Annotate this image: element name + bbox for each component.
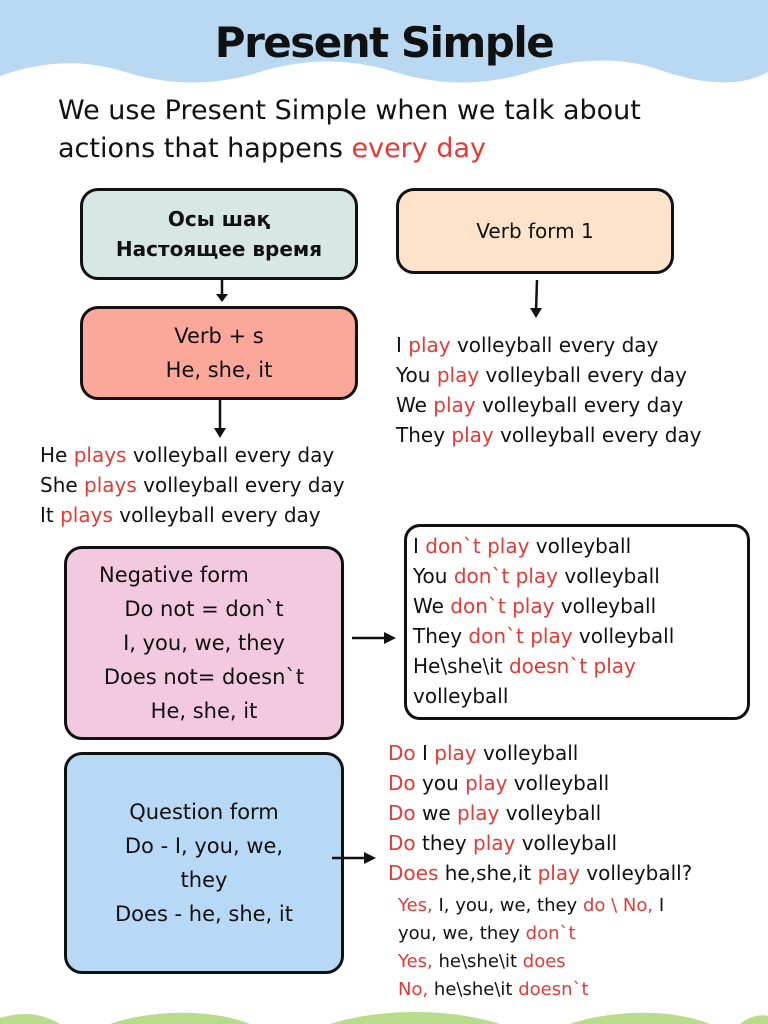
list-item: volleyball [413, 684, 509, 708]
subject: I [415, 741, 435, 765]
list-item [396, 330, 702, 360]
rest: volleyball every day [475, 393, 684, 417]
list-item [388, 768, 692, 798]
subject: You [413, 564, 454, 588]
page-title: Present Simple [214, 18, 554, 67]
box-kazakh-line1: Осы шақ [167, 207, 271, 231]
list-item [413, 651, 674, 681]
verb: play [457, 801, 500, 825]
box-verb-form [396, 188, 674, 274]
question-line3: Does - he, she, it [115, 902, 293, 926]
subject: He\she\it [413, 654, 509, 678]
rest: volleyball [507, 771, 610, 795]
down-arrow-icon [208, 400, 232, 440]
list-item [413, 531, 674, 561]
subject: They [396, 423, 452, 447]
negative-examples [413, 531, 674, 711]
verb: doesn`t play [508, 654, 636, 678]
rest: volleyball [554, 594, 657, 618]
negative-examples-box [404, 524, 750, 720]
subject: I [413, 534, 426, 558]
answer-subject: he\she\it [428, 979, 519, 1000]
answer-line [398, 920, 664, 948]
answer-line [398, 976, 664, 1004]
list-item [388, 858, 692, 888]
question-examples [388, 738, 692, 888]
subject: we [415, 801, 458, 825]
list-item [413, 621, 674, 651]
rest: volleyball every day [479, 363, 687, 387]
answer-line [398, 892, 664, 920]
answer-no: No, [398, 979, 429, 1000]
verb: don`t play [453, 564, 558, 588]
rest: volleyball [499, 801, 602, 825]
answer-aux: don`t [525, 923, 576, 944]
down-arrow-icon [524, 280, 548, 320]
negative-line2: I, you, we, they [123, 631, 285, 655]
list-item [40, 500, 345, 530]
intro-highlight: every day [351, 133, 487, 164]
list-item [388, 738, 692, 768]
footer-wave [0, 1004, 768, 1024]
answer-subject: I, you, we, they [432, 895, 583, 916]
question-line1: Do - I, you, we, [124, 834, 284, 858]
verb: don`t play [450, 594, 555, 618]
negative-line1: Do not = don`t [124, 597, 284, 621]
box-verb-form-label: Verb form 1 [476, 219, 594, 243]
subject: He [40, 443, 74, 467]
list-item [388, 798, 692, 828]
box-kazakh-russian [80, 188, 358, 280]
aux: Do [388, 801, 416, 825]
right-arrow-icon [352, 628, 398, 648]
subject: they [415, 831, 474, 855]
short-answers [398, 892, 664, 1004]
rest: volleyball every day [136, 473, 345, 497]
intro-main: We use Present Simple when we talk about actions that happens [58, 95, 641, 164]
verb: play [433, 393, 476, 417]
aux: Does [388, 861, 439, 885]
box-question-form [64, 752, 344, 974]
verb: play [436, 363, 480, 387]
verb: play [537, 861, 580, 885]
answer-aux: does [522, 951, 566, 972]
rest: volleyball every day [126, 443, 335, 467]
right-arrow-icon [332, 848, 378, 868]
subject: They [413, 624, 469, 648]
rest: volleyball? [579, 861, 693, 885]
question-line2: they [180, 868, 228, 892]
intro-text [58, 92, 738, 168]
rest: volleyball [558, 564, 660, 588]
verb: don`t play [425, 534, 530, 558]
subject: It [40, 503, 61, 527]
answer-yes: Yes, [398, 895, 433, 916]
negative-title: Negative form [99, 563, 249, 587]
verb-form-examples [396, 330, 702, 450]
rest: volleyball every day [112, 503, 321, 527]
list-item [40, 440, 345, 470]
list-item [396, 360, 702, 390]
verb: play [434, 741, 477, 765]
aux: Do [388, 741, 416, 765]
subject: We [396, 393, 434, 417]
negative-line4: He, she, it [150, 699, 258, 723]
rest: volleyball every day [450, 333, 659, 357]
box-verb-s-line2: He, she, it [165, 358, 273, 382]
answer-subject: he\she\it [432, 951, 523, 972]
rest: volleyball [572, 624, 675, 648]
answer-aux: do \ No, [582, 895, 654, 916]
answer-yes: Yes, [398, 951, 433, 972]
list-item [396, 420, 702, 450]
rest: volleyball [476, 741, 579, 765]
list-item [388, 828, 692, 858]
subject: I [396, 333, 409, 357]
list-item [40, 470, 345, 500]
list-item [396, 390, 702, 420]
subject: She [40, 473, 85, 497]
subject: he,she,it [438, 861, 538, 885]
verb: plays [60, 503, 113, 527]
box-negative-form [64, 546, 344, 740]
negative-line3: Does not= doesn`t [103, 665, 305, 689]
verb: don`t play [468, 624, 573, 648]
verb-s-examples [40, 440, 345, 530]
box-verb-s-line1: Verb + s [174, 324, 264, 348]
subject: you [415, 771, 466, 795]
verb: play [473, 831, 516, 855]
answer-line [398, 948, 664, 976]
subject: We [413, 594, 451, 618]
list-item [413, 561, 674, 591]
box-kazakh-line2: Настоящее время [115, 237, 323, 261]
verb: plays [84, 473, 137, 497]
answer-aux: doesn`t [518, 979, 589, 1000]
verb: play [408, 333, 451, 357]
verb: plays [73, 443, 127, 467]
aux: Do [388, 831, 416, 855]
answer-subject: I [653, 895, 665, 916]
question-title: Question form [129, 800, 279, 824]
box-verb-s [80, 306, 358, 400]
down-arrow-icon [210, 280, 234, 304]
verb: play [451, 423, 494, 447]
list-item [413, 591, 674, 621]
rest: volleyball [529, 534, 632, 558]
verb: play [465, 771, 508, 795]
rest: volleyball every day [493, 423, 702, 447]
aux: Do [388, 771, 416, 795]
subject: You [396, 363, 437, 387]
rest: volleyball [515, 831, 618, 855]
answer-subject: you, we, they [398, 923, 526, 944]
